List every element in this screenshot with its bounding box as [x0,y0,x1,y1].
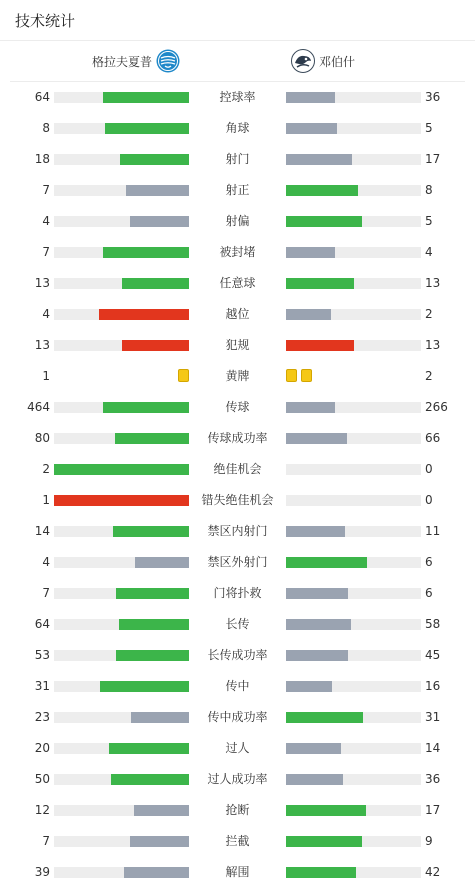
stat-label: 角球 [225,121,250,135]
away-value: 66 [425,431,441,445]
away-bar-track [286,836,421,847]
away-bar-fill [286,774,343,785]
home-bar-fill [99,309,189,320]
away-bar-track [286,278,421,289]
away-bar-track [286,712,421,723]
stat-row [0,485,475,516]
away-bar-track [286,402,421,413]
yellow-card-icon [301,369,312,382]
home-bar-track [54,123,189,134]
home-bar-fill [134,805,189,816]
home-bar-track [54,588,189,599]
home-yellow-cards [178,369,189,383]
stat-row [0,516,475,547]
home-bar-fill [100,681,189,692]
home-bar-fill [54,464,189,475]
stat-label: 黄牌 [225,369,250,383]
away-value: 5 [425,121,433,135]
stat-label: 传中成功率 [207,710,268,724]
away-bar-fill [286,309,331,320]
stat-row [0,454,475,485]
home-bar-track [54,557,189,568]
home-team-name: 格拉夫夏普 [91,54,152,69]
home-bar-fill [103,92,189,103]
home-bar-track [54,650,189,661]
home-value: 14 [34,524,50,538]
away-value: 4 [425,245,433,259]
home-value: 64 [34,90,50,104]
home-value: 4 [42,307,50,321]
home-value: 18 [34,152,50,166]
away-bar-fill [286,526,345,537]
away-bar-fill [286,92,335,103]
home-bar-track [54,433,189,444]
away-value: 6 [425,586,433,600]
away-bar-track [286,495,421,506]
home-bar-track [54,340,189,351]
away-bar-fill [286,743,341,754]
home-bar-fill [126,185,189,196]
teams-header [10,41,465,82]
away-value: 6 [425,555,433,569]
home-bar-fill [54,495,189,506]
home-value: 13 [34,276,50,290]
away-bar-track [286,526,421,537]
home-bar-fill [116,650,189,661]
stat-label: 绝佳机会 [213,462,262,476]
stat-row [0,423,475,454]
stat-row [0,175,475,206]
stat-label: 抢断 [225,803,250,817]
home-value: 7 [42,245,50,259]
home-bar-fill [120,154,189,165]
away-bar-track [286,464,421,475]
stat-row [0,299,475,330]
away-value: 266 [425,400,448,414]
away-bar-track [286,123,421,134]
away-bar-track [286,588,421,599]
away-value: 13 [425,276,441,290]
stat-label: 门将扑救 [213,586,262,600]
home-bar-fill [111,774,189,785]
away-bar-fill [286,650,348,661]
stat-label: 拦截 [225,834,250,848]
home-team[interactable] [92,41,180,81]
stat-row [0,733,475,764]
away-bar-track [286,185,421,196]
home-bar-track [54,619,189,630]
home-value: 4 [42,214,50,228]
home-bar-track [54,309,189,320]
home-bar-track [54,681,189,692]
home-value: 2 [42,462,50,476]
away-value: 5 [425,214,433,228]
home-value: 80 [34,431,50,445]
away-value: 13 [425,338,441,352]
away-bar-track [286,805,421,816]
away-bar-track [286,650,421,661]
stat-row [0,268,475,299]
home-bar-track [54,495,189,506]
away-value: 14 [425,741,441,755]
home-bar-track [54,185,189,196]
stat-row [0,857,475,888]
home-value: 20 [34,741,50,755]
home-value: 31 [34,679,50,693]
home-bar-fill [122,278,190,289]
away-bar-fill [286,433,347,444]
home-bar-track [54,247,189,258]
stat-label: 被封堵 [219,245,256,259]
away-value: 9 [425,834,433,848]
away-bar-track [286,681,421,692]
away-bar-fill [286,340,354,351]
home-bar-fill [135,557,189,568]
away-bar-track [286,433,421,444]
away-bar-fill [286,588,348,599]
away-value: 17 [425,152,441,166]
home-bar-fill [109,743,189,754]
stat-row [0,609,475,640]
home-bar-fill [116,588,189,599]
away-team-name: 邓伯什 [319,54,356,69]
stat-label: 禁区内射门 [207,524,268,538]
de-graafschap-crest-icon [156,49,180,73]
stat-row [0,826,475,857]
home-value: 7 [42,586,50,600]
stat-label: 传球 [225,400,250,414]
home-bar-track [54,774,189,785]
away-bar-track [286,557,421,568]
stat-row [0,206,475,237]
away-bar-fill [286,402,335,413]
home-bar-track [54,836,189,847]
away-value: 0 [425,493,433,507]
away-value: 11 [425,524,441,538]
away-bar-fill [286,836,362,847]
away-bar-fill [286,247,335,258]
yellow-card-icon [178,369,189,382]
stat-row [0,361,475,392]
home-bar-fill [130,836,189,847]
stat-label: 任意球 [219,276,256,290]
home-value: 4 [42,555,50,569]
away-bar-track [286,867,421,878]
away-bar-fill [286,557,367,568]
away-value: 58 [425,617,441,631]
away-value: 2 [425,369,433,383]
home-value: 12 [34,803,50,817]
away-value: 45 [425,648,441,662]
stat-label: 传中 [225,679,250,693]
home-bar-track [54,464,189,475]
stat-row [0,392,475,423]
home-bar-fill [131,712,189,723]
away-value: 0 [425,462,433,476]
stat-row [0,113,475,144]
stat-row [0,237,475,268]
away-bar-track [286,774,421,785]
home-value: 53 [34,648,50,662]
stat-row [0,671,475,702]
away-yellow-cards [286,369,312,383]
stat-row [0,330,475,361]
away-bar-track [286,247,421,258]
home-bar-track [54,526,189,537]
home-bar-fill [103,402,189,413]
home-value: 23 [34,710,50,724]
stat-label: 错失绝佳机会 [201,493,274,507]
away-bar-fill [286,154,352,165]
section-header [0,0,475,41]
den-bosch-crest-icon [291,49,315,73]
away-bar-fill [286,123,337,134]
stat-label: 传球成功率 [207,431,268,445]
stat-row [0,795,475,826]
home-value: 7 [42,183,50,197]
home-value: 464 [27,400,50,414]
away-value: 42 [425,865,441,879]
away-bar-fill [286,867,356,878]
stat-row [0,764,475,795]
home-value: 8 [42,121,50,135]
home-bar-track [54,278,189,289]
home-bar-fill [103,247,189,258]
home-bar-track [54,92,189,103]
away-value: 36 [425,90,441,104]
home-value: 39 [34,865,50,879]
home-bar-fill [105,123,189,134]
home-bar-track [54,712,189,723]
stat-row [0,82,475,113]
away-bar-track [286,619,421,630]
away-team[interactable] [291,41,355,81]
stat-row [0,578,475,609]
stat-row [0,702,475,733]
home-bar-track [54,743,189,754]
home-bar-fill [124,867,189,878]
home-bar-track [54,867,189,878]
away-bar-track [286,309,421,320]
away-bar-fill [286,278,354,289]
home-bar-fill [115,433,189,444]
stat-label: 长传成功率 [207,648,268,662]
section-title: 技术统计 [15,11,76,30]
home-bar-fill [119,619,189,630]
away-bar-track [286,743,421,754]
away-bar-fill [286,216,362,227]
away-value: 17 [425,803,441,817]
home-bar-fill [122,340,190,351]
away-bar-fill [286,185,358,196]
stat-row [0,640,475,671]
yellow-card-icon [286,369,297,382]
home-value: 50 [34,772,50,786]
away-value: 31 [425,710,441,724]
home-value: 64 [34,617,50,631]
away-bar-fill [286,681,332,692]
stat-label: 射偏 [225,214,250,228]
stat-label: 长传 [225,617,250,631]
stat-label: 禁区外射门 [207,555,268,569]
home-value: 13 [34,338,50,352]
away-bar-track [286,154,421,165]
stat-label: 过人成功率 [207,772,268,786]
stat-label: 控球率 [219,90,256,104]
away-bar-track [286,216,421,227]
stat-row [0,547,475,578]
stat-label: 解围 [225,865,250,879]
stat-label: 犯规 [225,338,250,352]
home-value: 1 [42,493,50,507]
away-value: 2 [425,307,433,321]
away-value: 36 [425,772,441,786]
stats-list [0,82,475,888]
away-value: 8 [425,183,433,197]
home-bar-track [54,216,189,227]
home-bar-track [54,154,189,165]
stat-label: 越位 [225,307,250,321]
stat-label: 射正 [225,183,250,197]
home-value: 1 [42,369,50,383]
away-value: 16 [425,679,441,693]
away-bar-fill [286,712,363,723]
away-bar-fill [286,805,366,816]
home-bar-fill [113,526,189,537]
home-bar-track [54,805,189,816]
away-bar-track [286,340,421,351]
away-bar-fill [286,619,351,630]
home-bar-track [54,402,189,413]
stat-row [0,144,475,175]
home-bar-fill [130,216,189,227]
stat-label: 过人 [225,741,250,755]
stat-label: 射门 [225,152,250,166]
home-value: 7 [42,834,50,848]
away-bar-track [286,92,421,103]
